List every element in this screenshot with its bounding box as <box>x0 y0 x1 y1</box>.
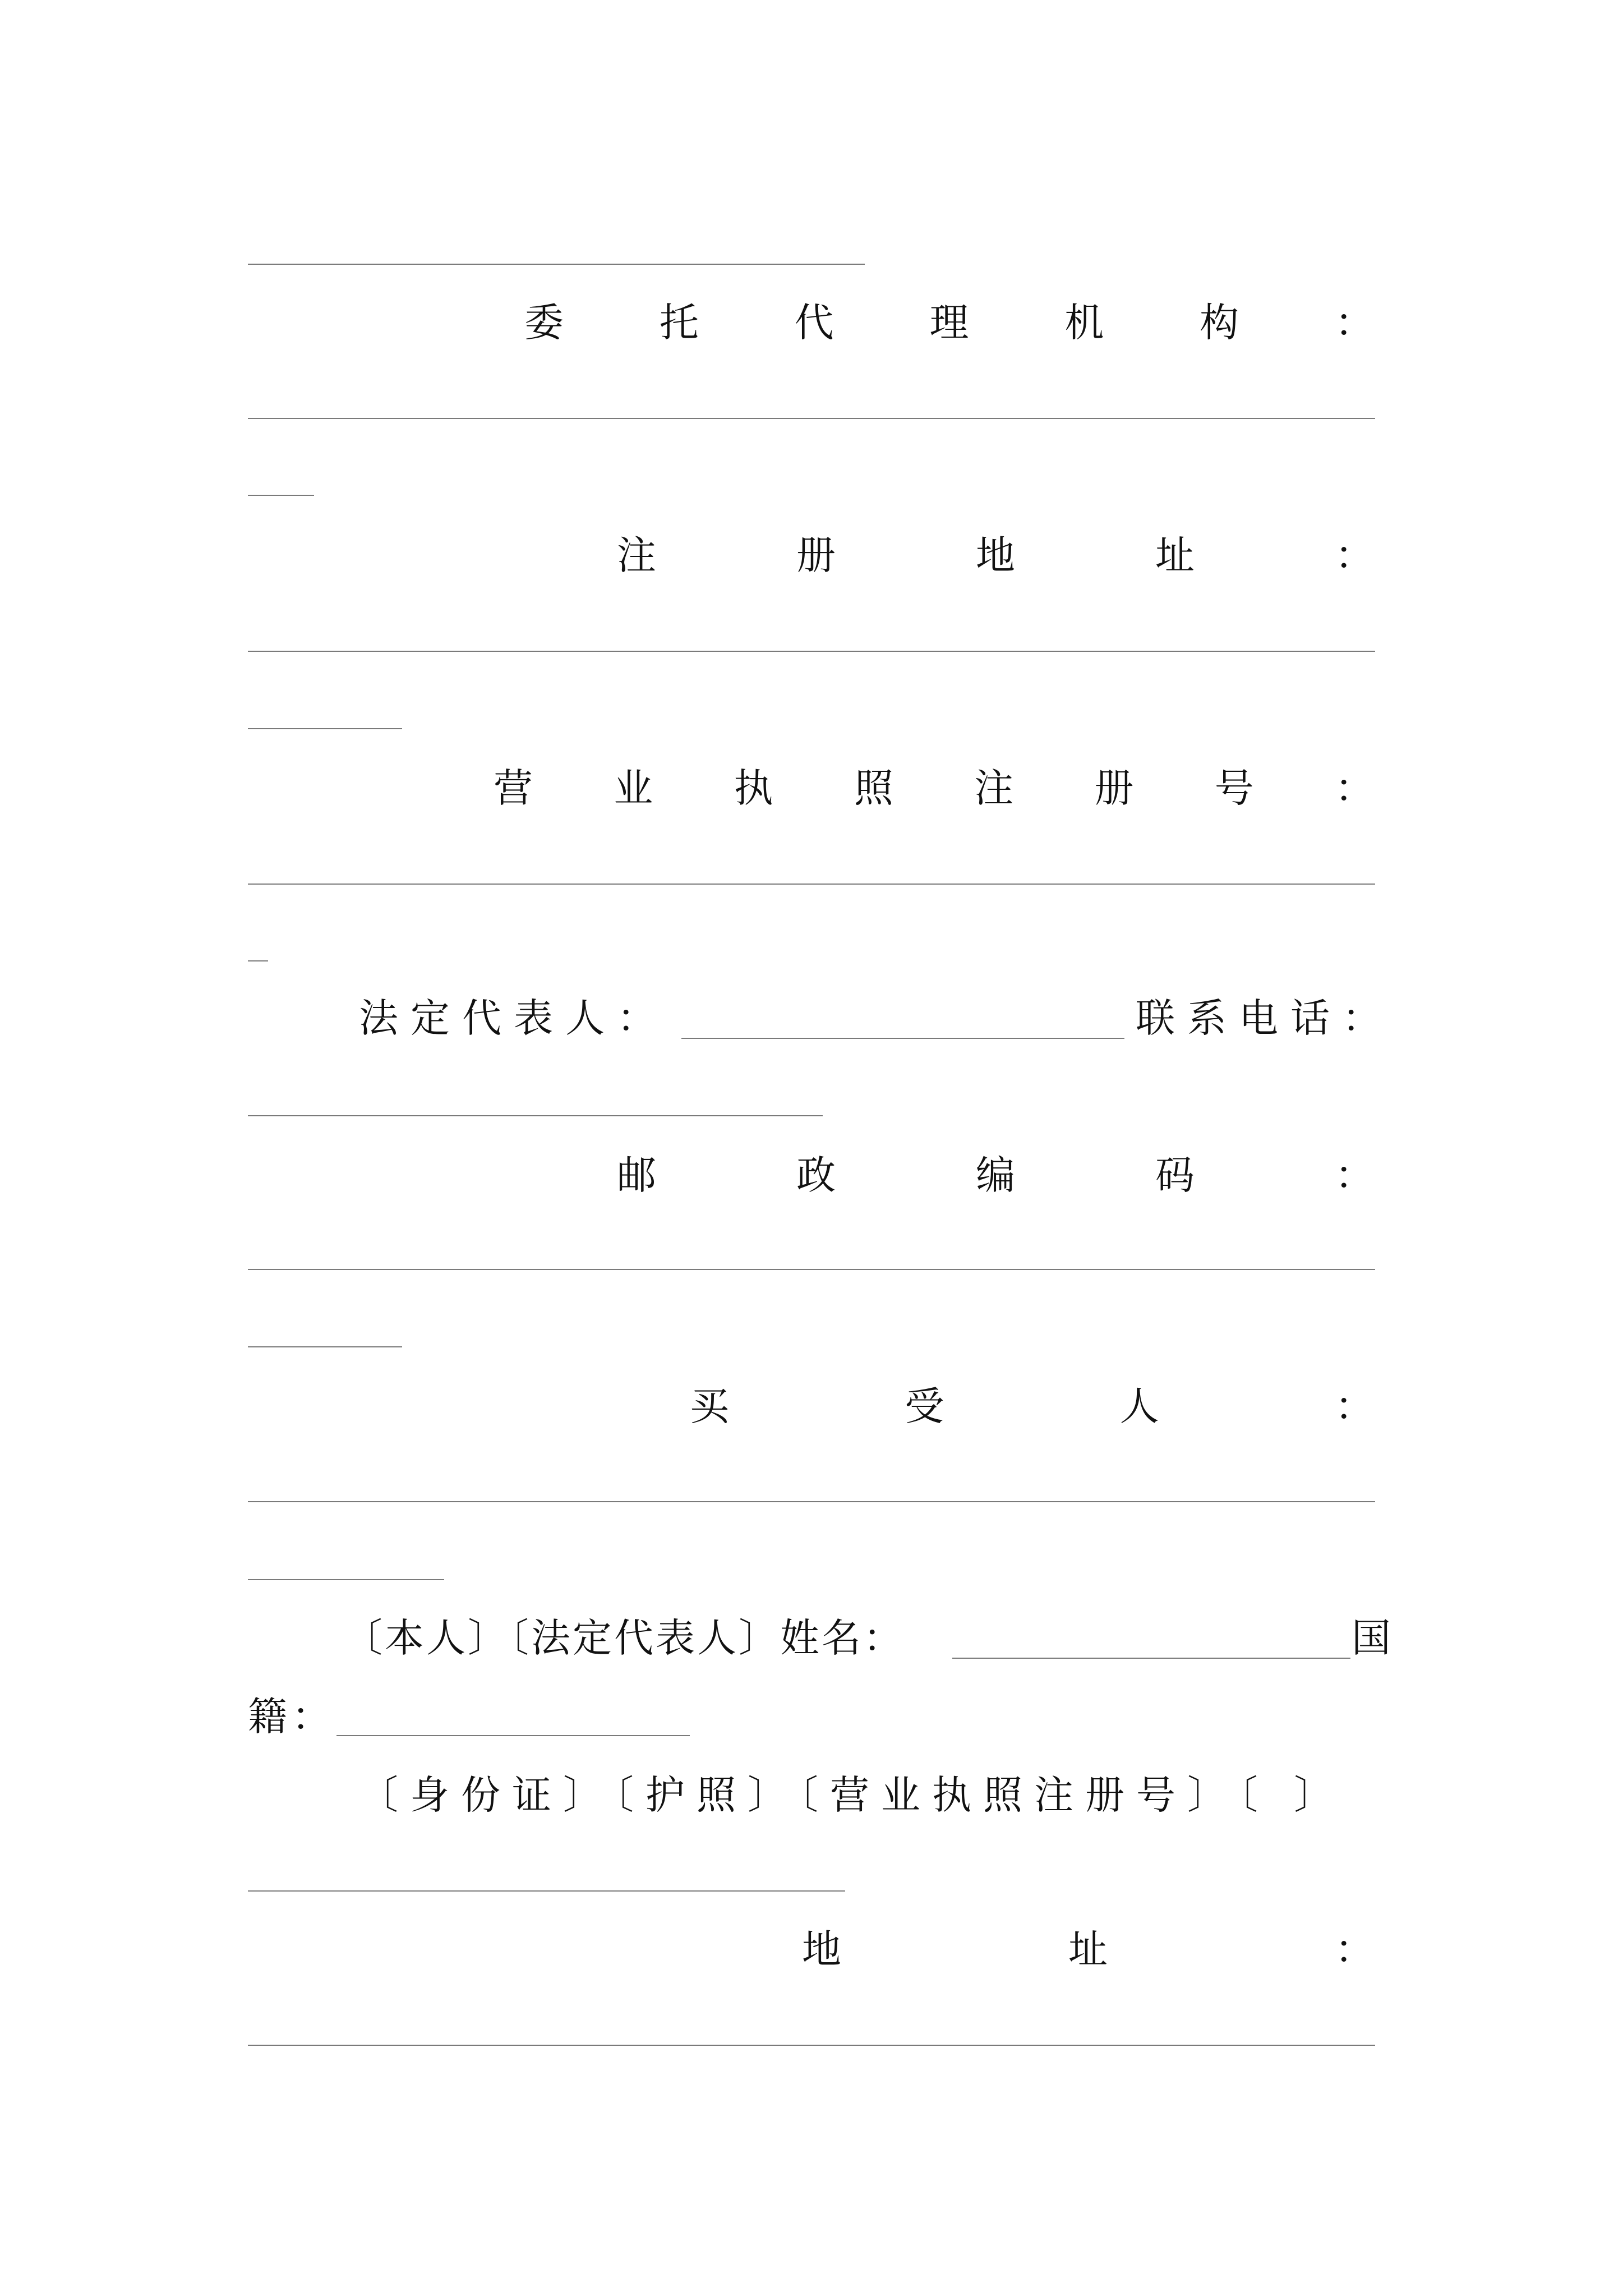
legal-rep-label: 法定代表人： <box>359 995 668 1041</box>
phone-blank[interactable] <box>248 1115 823 1116</box>
colon: ： <box>1335 1926 1374 1972</box>
colon: ： <box>1334 1383 1374 1429</box>
postal-code-label <box>617 1150 1374 1200</box>
entrust-agency-blank[interactable] <box>248 418 1375 419</box>
char: 受 <box>905 1383 944 1429</box>
char: 编 <box>976 1152 1015 1198</box>
char: 册 <box>1094 765 1134 811</box>
char: 营 <box>494 765 533 811</box>
char: 代 <box>794 300 834 346</box>
nationality-label-start: 国 <box>1352 1615 1391 1661</box>
id-type-label: 〔身份证〕〔护照〕〔营业执照注册号〕〔 〕 <box>359 1772 1345 1818</box>
legal-rep-blank[interactable] <box>681 1038 1124 1039</box>
char: 址 <box>1155 532 1195 578</box>
buyer-blank-cont[interactable] <box>248 1579 444 1580</box>
colon: ： <box>1335 1152 1374 1198</box>
char: 注 <box>974 765 1014 811</box>
name-blank[interactable] <box>952 1658 1350 1659</box>
char: 人 <box>1119 1383 1159 1429</box>
postal-code-blank[interactable] <box>248 1269 1375 1270</box>
blank-line <box>248 264 865 265</box>
id-number-blank[interactable] <box>248 1890 845 1892</box>
license-number-blank[interactable] <box>248 884 1375 885</box>
char: 理 <box>929 300 969 346</box>
char: 政 <box>796 1152 836 1198</box>
buyer-label <box>690 1381 1374 1432</box>
address-label <box>802 1924 1374 1975</box>
entrust-agency-label <box>524 297 1374 348</box>
char: 委 <box>524 300 564 346</box>
char: 地 <box>976 532 1015 578</box>
name-label: 〔本人〕〔法定代表人〕姓名： <box>343 1615 905 1661</box>
char: 托 <box>659 300 699 346</box>
nationality-label-end: 籍： <box>248 1694 335 1740</box>
nationality-blank[interactable] <box>336 1735 690 1736</box>
char: 构 <box>1200 300 1239 346</box>
colon: ： <box>1334 300 1374 346</box>
registered-address-blank-cont[interactable] <box>248 728 402 729</box>
buyer-blank[interactable] <box>248 1501 1375 1502</box>
license-number-blank-cont[interactable] <box>248 960 268 961</box>
char: 注 <box>617 532 656 578</box>
registered-address-label <box>617 530 1374 581</box>
char: 买 <box>690 1383 729 1429</box>
char: 码 <box>1155 1152 1195 1198</box>
char: 址 <box>1068 1926 1108 1972</box>
char: 邮 <box>617 1152 656 1198</box>
license-number-label <box>494 763 1374 813</box>
char: 册 <box>796 532 836 578</box>
char: 地 <box>802 1926 841 1972</box>
colon: ： <box>1334 765 1374 811</box>
char: 业 <box>614 765 653 811</box>
char: 执 <box>734 765 773 811</box>
entrust-agency-blank-cont[interactable] <box>248 495 314 496</box>
char: 机 <box>1064 300 1104 346</box>
char: 号 <box>1214 765 1254 811</box>
phone-label: 联系电话： <box>1136 995 1394 1041</box>
char: 照 <box>854 765 893 811</box>
colon: ： <box>1335 532 1374 578</box>
address-blank[interactable] <box>248 2045 1375 2046</box>
registered-address-blank[interactable] <box>248 651 1375 652</box>
postal-code-blank-cont[interactable] <box>248 1346 402 1347</box>
